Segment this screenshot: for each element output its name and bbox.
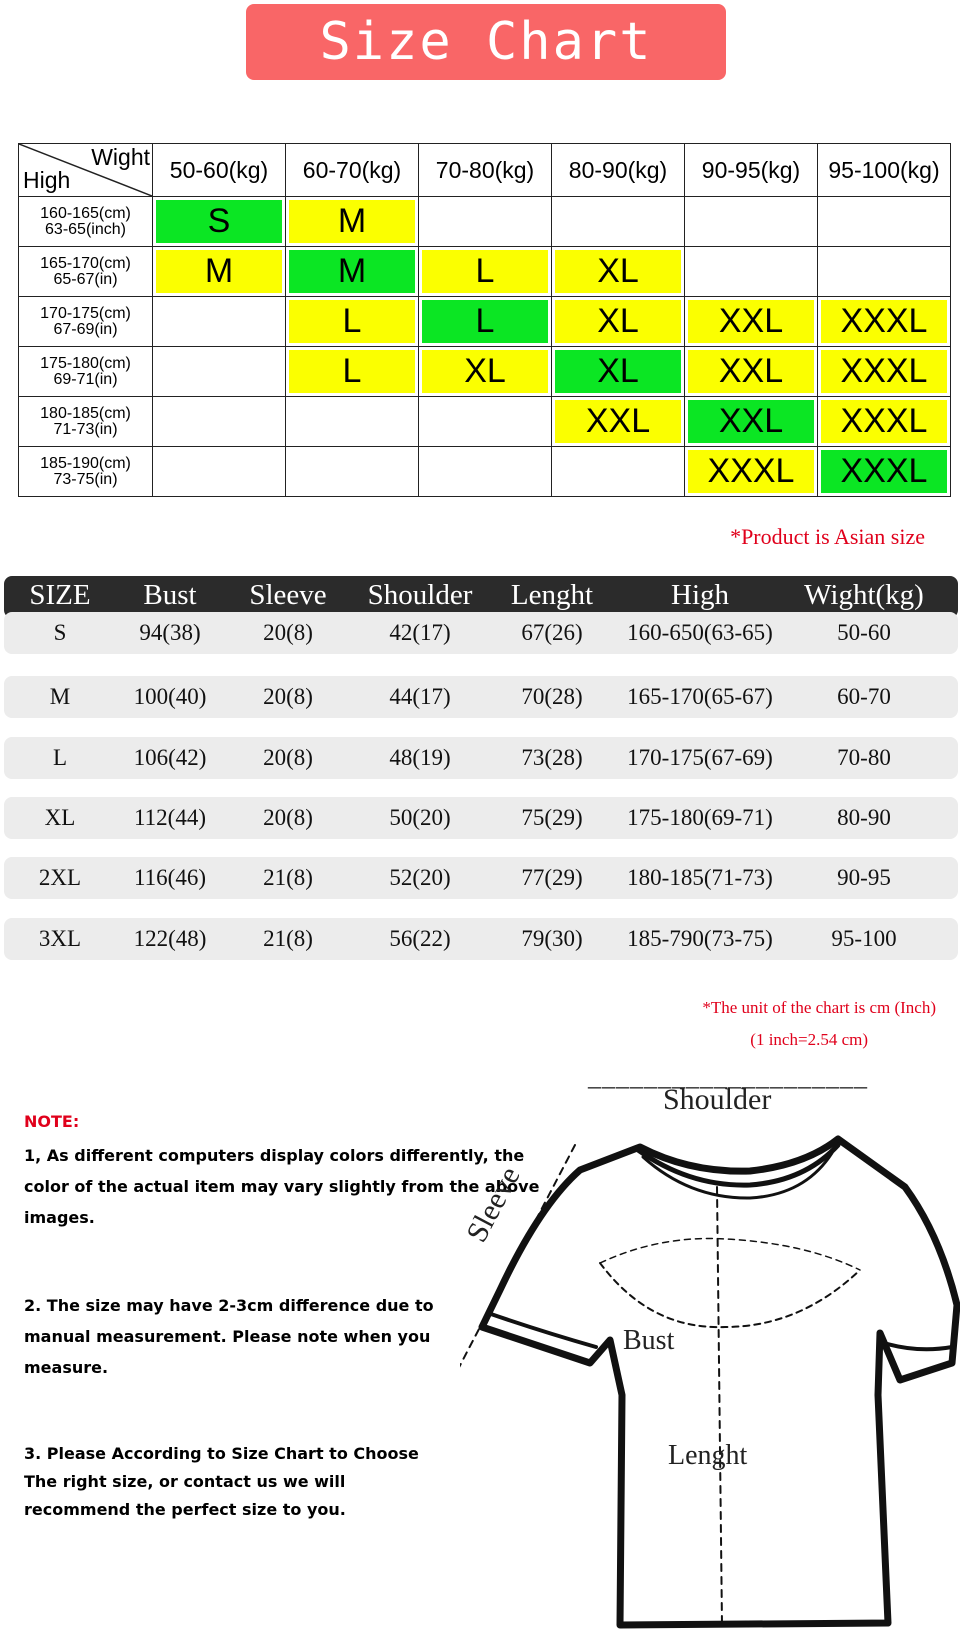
note-title: NOTE: [24, 1112, 80, 1131]
column-header: Sleeve [249, 579, 327, 611]
grid-cell [419, 397, 552, 447]
measure-cell: 56(22) [389, 926, 451, 951]
size-badge: L [422, 250, 548, 293]
length-label: Lenght [668, 1440, 748, 1471]
size-badge: XXL [688, 300, 814, 343]
size-badge: XL [555, 250, 681, 293]
grid-cell [818, 247, 951, 297]
height-inch: 71-73(in) [53, 420, 118, 438]
column-header: Wight(kg) [804, 579, 924, 611]
grid-cell [685, 247, 818, 297]
height-cm: 165-170(cm) [40, 254, 131, 272]
grid-cell [552, 297, 685, 347]
grid-cell [153, 297, 286, 347]
size-badge: XXXL [688, 450, 814, 493]
measure-cell: 67(26) [521, 620, 583, 645]
measure-cell: 73(28) [521, 745, 583, 770]
measure-cell: 48(19) [389, 745, 451, 770]
size-badge: L [289, 300, 415, 343]
measure-row [4, 918, 958, 960]
measure-cell: 50-60 [837, 620, 891, 645]
height-inch: 63-65(inch) [45, 220, 126, 238]
shoulder-label: Shoulder [663, 1083, 772, 1116]
grid-cell [286, 347, 419, 397]
weight-header: 50-60(kg) [153, 144, 286, 197]
measure-cell: 116(46) [134, 865, 206, 890]
size-badge: XL [555, 300, 681, 343]
measure-cell: S [53, 620, 67, 645]
grid-header-row [19, 144, 951, 197]
measure-cell: 52(20) [389, 865, 451, 890]
height-range-label [19, 247, 153, 297]
height-cm: 175-180(cm) [40, 354, 131, 372]
grid-cell [552, 347, 685, 397]
title-banner [246, 4, 726, 80]
weight-header: 90-95(kg) [685, 144, 818, 197]
measure-cell: 160-650(63-65) [627, 620, 773, 645]
measure-cell: 44(17) [389, 684, 451, 709]
height-cm: 180-185(cm) [40, 404, 131, 422]
height-range-label [19, 197, 153, 247]
size-badge: M [289, 200, 415, 243]
column-header: Shoulder [367, 579, 473, 611]
measure-cell: 180-185(71-73) [627, 865, 773, 890]
grid-cell [685, 447, 818, 497]
measure-row [4, 857, 958, 899]
weight-header: 95-100(kg) [818, 144, 951, 197]
measure-cell: 100(40) [133, 684, 207, 709]
grid-row [19, 347, 951, 397]
grid-cell [419, 347, 552, 397]
grid-cell [153, 197, 286, 247]
grid-cell [419, 447, 552, 497]
asian-size-note: *Product is Asian size [730, 524, 925, 549]
grid-cell [153, 247, 286, 297]
measure-cell: 42(17) [389, 620, 451, 645]
grid-cell [818, 347, 951, 397]
size-grid [18, 143, 951, 497]
measure-cell: 90-95 [837, 865, 891, 890]
size-badge: M [289, 250, 415, 293]
column-header: Bust [143, 579, 197, 611]
grid-cell [419, 197, 552, 247]
measure-cell: 122(48) [133, 926, 207, 951]
grid-row [19, 447, 951, 497]
grid-cell [685, 397, 818, 447]
measure-cell: 106(42) [133, 745, 207, 770]
measure-cell: 79(30) [521, 926, 583, 951]
weight-header: 60-70(kg) [286, 144, 419, 197]
grid-cell [818, 397, 951, 447]
measure-cell: 21(8) [263, 865, 313, 890]
grid-cell [419, 297, 552, 347]
weight-axis-label: Wight [91, 144, 150, 170]
grid-row [19, 397, 951, 447]
unit-note: *The unit of the chart is cm (Inch) [702, 998, 936, 1017]
measure-cell: 21(8) [263, 926, 313, 951]
tshirt-diagram [460, 1095, 960, 1630]
height-inch: 73-75(in) [53, 470, 118, 488]
note-1: 1, As different computers display colors differently, the color of the actual item may vary slightly from the above images. [24, 1146, 540, 1227]
measure-cell: 95-100 [831, 926, 897, 951]
height-range-label [19, 447, 153, 497]
column-header: SIZE [29, 579, 91, 611]
measure-cell: 60-70 [837, 684, 891, 709]
grid-cell [153, 447, 286, 497]
height-cm: 185-190(cm) [40, 454, 131, 472]
size-badge: XXXL [821, 400, 947, 443]
grid-corner [19, 144, 153, 197]
measure-cell: 70-80 [837, 745, 891, 770]
size-badge: L [422, 300, 548, 343]
height-inch: 65-67(in) [53, 270, 118, 288]
measure-cell: 185-790(73-75) [627, 926, 773, 951]
grid-cell [818, 447, 951, 497]
measure-cell: L [52, 745, 68, 770]
grid-cell [685, 197, 818, 247]
grid-cell [286, 247, 419, 297]
grid-cell [818, 197, 951, 247]
measure-cell: 3XL [38, 926, 82, 951]
measure-cell: 70(28) [521, 684, 583, 709]
column-header: Lenght [510, 579, 594, 611]
sleeve-label: Sleeve [460, 1161, 527, 1248]
note-2: 2. The size may have 2-3cm difference due to manual measurement. Please note when you measure. [24, 1296, 434, 1377]
height-cm: 160-165(cm) [40, 204, 131, 222]
measure-cell: 20(8) [263, 620, 313, 645]
size-badge: XL [422, 350, 548, 393]
height-inch: 69-71(in) [53, 370, 118, 388]
size-badge: XXXL [821, 300, 947, 343]
note-3: 3. Please According to Size Chart to Choose The right size, or contact us we will recommend the perfect size to you. [24, 1444, 419, 1519]
grid-cell [685, 297, 818, 347]
column-header: High [671, 579, 729, 611]
measure-row [4, 676, 958, 718]
measure-cell: 165-170(65-67) [627, 684, 773, 709]
size-badge: XXL [688, 400, 814, 443]
grid-cell [552, 397, 685, 447]
bust-label: Bust [623, 1325, 675, 1356]
page-title: Size Chart [319, 12, 653, 72]
grid-cell [552, 247, 685, 297]
grid-cell [286, 447, 419, 497]
size-badge: L [289, 350, 415, 393]
grid-cell [153, 347, 286, 397]
measure-cell: 94(38) [139, 620, 201, 645]
height-range-label [19, 347, 153, 397]
height-axis-label: High [23, 167, 71, 193]
grid-cell [552, 197, 685, 247]
grid-cell [286, 397, 419, 447]
measure-row [4, 797, 958, 839]
height-range-label [19, 297, 153, 347]
measure-cell: 112(44) [134, 805, 206, 830]
size-badge: XXXL [821, 350, 947, 393]
measure-cell: 20(8) [263, 684, 313, 709]
inch-conversion-note: (1 inch=2.54 cm) [750, 1030, 868, 1049]
weight-header: 80-90(kg) [552, 144, 685, 197]
measure-cell: 2XL [38, 865, 82, 890]
grid-cell [818, 297, 951, 347]
grid-cell [153, 397, 286, 447]
measure-cell: 50(20) [389, 805, 451, 830]
size-badge: XL [555, 350, 681, 393]
measure-cell: 20(8) [263, 745, 313, 770]
measure-cell: M [49, 684, 71, 709]
grid-cell [685, 347, 818, 397]
size-badge: XXL [555, 400, 681, 443]
size-badge: M [156, 250, 282, 293]
size-badge: XXL [688, 350, 814, 393]
measure-cell: 77(29) [521, 865, 583, 890]
size-badge: S [156, 200, 282, 243]
grid-cell [286, 297, 419, 347]
measure-cell: XL [44, 805, 76, 830]
measure-cell: 20(8) [263, 805, 313, 830]
measure-cell: 80-90 [837, 805, 891, 830]
measure-cell: 175-180(69-71) [627, 805, 773, 830]
grid-row [19, 297, 951, 347]
height-range-label [19, 397, 153, 447]
height-cm: 170-175(cm) [40, 304, 131, 322]
grid-cell [552, 447, 685, 497]
grid-cell [286, 197, 419, 247]
weight-header: 70-80(kg) [419, 144, 552, 197]
size-badge: XXXL [821, 450, 947, 493]
measure-cell: 170-175(67-69) [627, 745, 773, 770]
grid-row [19, 197, 951, 247]
measure-row [4, 737, 958, 779]
grid-cell [419, 247, 552, 297]
grid-row [19, 247, 951, 297]
shoulder-measure-line: ____________________ [588, 1062, 868, 1091]
measure-row [4, 612, 958, 654]
measure-cell: 75(29) [521, 805, 583, 830]
height-inch: 67-69(in) [53, 320, 118, 338]
